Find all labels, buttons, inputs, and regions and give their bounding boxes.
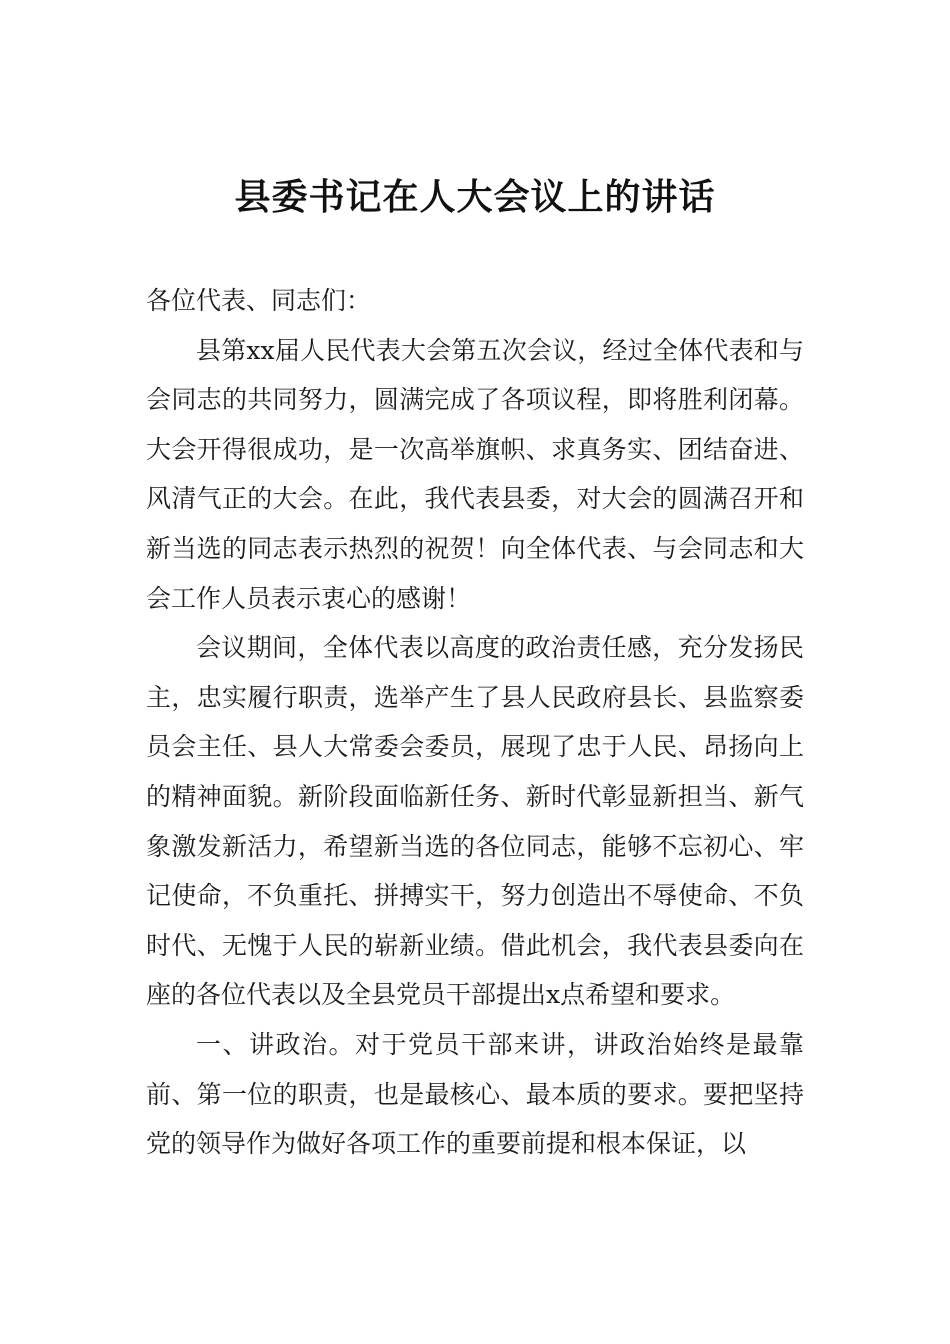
paragraph-2: 会议期间，全体代表以高度的政治责任感，充分发扬民主，忠实履行职责，选举产生了县人民政府县长、县监察委员会主任、县人大常委会委员，展现了忠于人民、昂扬向上的精神面貌。新阶段面临新任务、新时代彰显新担当、新气象激发新活力，希望新当选的各位同志，能够不忘初心、牢记使命，不负重托、拼搏实干，努力创造出不辱使命、不负时代、无愧于人民的崭新业绩。借此机会，我代表县委向在座的各位代表以及全县党员干部提出x点希望和要求。 (146, 633, 804, 1010)
document-body (146, 276, 804, 1169)
document-title: 县委书记在人大会议上的讲话 (234, 176, 716, 218)
paragraph-1: 县第xx届人民代表大会第五次会议，经过全体代表和与会同志的共同努力，圆满完成了各项议程，即将胜利闭幕。大会开得很成功，是一次高举旗帜、求真务实、团结奋进、风清气正的大会。在此，我代表县委，对大会的圆满召开和新当选的同志表示热烈的祝贺！向全体代表、与会同志和大会工作人员表示衷心的感谢！ (146, 335, 804, 613)
paragraph-3: 一、讲政治。对于党员干部来讲，讲政治始终是最靠前、第一位的职责，也是最核心、最本质的要求。要把坚持党的领导作为做好各项工作的重要前提和根本保证，以 (146, 1029, 804, 1159)
salutation: 各位代表、同志们： (146, 286, 372, 315)
